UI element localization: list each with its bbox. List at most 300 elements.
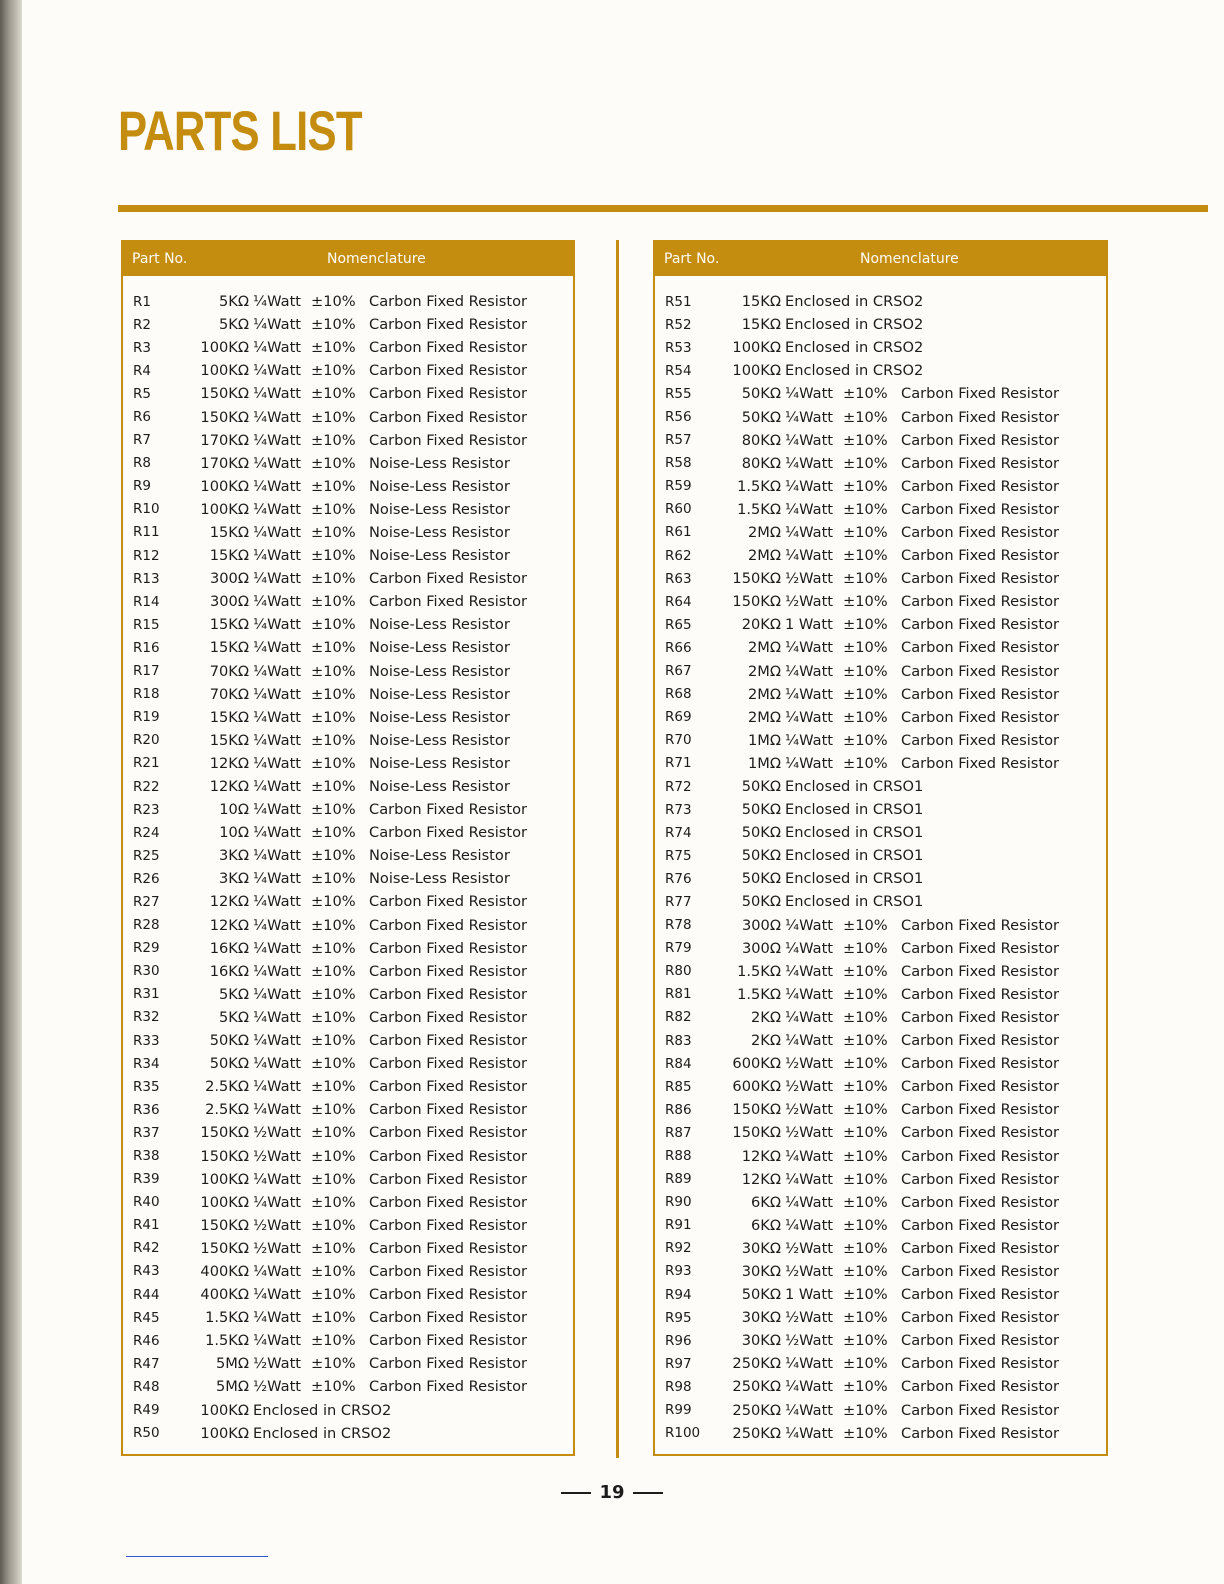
wattage: ¼Watt bbox=[253, 847, 302, 865]
wattage: ¼Watt bbox=[253, 985, 302, 1003]
wattage: ½Watt bbox=[785, 1124, 834, 1142]
part-number: R58 bbox=[665, 455, 692, 472]
description: Carbon Fixed Resistor bbox=[901, 454, 1060, 472]
tolerance: ±10% bbox=[311, 1032, 356, 1050]
resistance-value: 6KΩ bbox=[750, 1193, 781, 1211]
tolerance: ±10% bbox=[843, 1193, 888, 1211]
resistance-value: 100KΩ bbox=[200, 1170, 249, 1188]
part-number: R76 bbox=[665, 870, 692, 887]
part-number: R18 bbox=[133, 686, 160, 703]
resistance-value: 70KΩ bbox=[209, 662, 249, 680]
wattage: ½Watt bbox=[253, 1124, 302, 1142]
tolerance: ±10% bbox=[311, 570, 356, 588]
table-row bbox=[123, 683, 573, 706]
wattage: ½Watt bbox=[785, 1101, 834, 1119]
description: Carbon Fixed Resistor bbox=[901, 616, 1060, 634]
resistance-value: 12KΩ bbox=[209, 916, 249, 934]
table-row bbox=[655, 613, 1106, 636]
resistance-value: 6KΩ bbox=[750, 1216, 781, 1234]
part-number: R68 bbox=[665, 686, 692, 703]
tolerance: ±10% bbox=[843, 616, 888, 634]
table-row bbox=[123, 1352, 573, 1375]
tolerance: ±10% bbox=[843, 1355, 888, 1373]
resistance-value: 5MΩ bbox=[215, 1378, 249, 1396]
resistance-value: 250KΩ bbox=[732, 1378, 781, 1396]
description: Carbon Fixed Resistor bbox=[901, 547, 1060, 565]
table-row bbox=[123, 1237, 573, 1260]
part-number: R84 bbox=[665, 1055, 692, 1072]
wattage: ½Watt bbox=[785, 1078, 834, 1096]
part-number: R47 bbox=[133, 1355, 160, 1372]
part-number: R38 bbox=[133, 1148, 160, 1165]
table-row bbox=[655, 475, 1106, 498]
resistance-value: 50KΩ bbox=[741, 870, 781, 888]
tolerance: ±10% bbox=[311, 1124, 356, 1142]
part-number: R50 bbox=[133, 1425, 160, 1442]
part-number: R43 bbox=[133, 1263, 160, 1280]
resistance-value: 12KΩ bbox=[209, 778, 249, 796]
table-row bbox=[655, 359, 1106, 382]
resistance-value: 50KΩ bbox=[209, 1032, 249, 1050]
description: Carbon Fixed Resistor bbox=[901, 385, 1060, 403]
resistance-value: 2.5KΩ bbox=[205, 1078, 249, 1096]
description: Carbon Fixed Resistor bbox=[901, 500, 1060, 518]
resistance-value: 150KΩ bbox=[200, 408, 249, 426]
description: Carbon Fixed Resistor bbox=[369, 1124, 528, 1142]
part-number: R88 bbox=[665, 1148, 692, 1165]
table-row bbox=[123, 336, 573, 359]
tolerance: ±10% bbox=[843, 962, 888, 980]
part-number: R28 bbox=[133, 917, 160, 934]
table-row bbox=[655, 567, 1106, 590]
resistance-value: 150KΩ bbox=[200, 385, 249, 403]
description: Noise-Less Resistor bbox=[369, 454, 510, 472]
resistance-value: 50KΩ bbox=[741, 408, 781, 426]
tolerance: ±10% bbox=[311, 1147, 356, 1165]
tolerance: ±10% bbox=[311, 477, 356, 495]
description: Carbon Fixed Resistor bbox=[901, 431, 1060, 449]
table-row bbox=[123, 1329, 573, 1352]
tolerance: ±10% bbox=[311, 962, 356, 980]
tolerance: ±10% bbox=[311, 316, 356, 334]
wattage: ¼Watt bbox=[785, 639, 834, 657]
table-row bbox=[655, 1098, 1106, 1121]
description: Carbon Fixed Resistor bbox=[901, 731, 1060, 749]
wattage: ¼Watt bbox=[253, 870, 302, 888]
tolerance: ±10% bbox=[843, 754, 888, 772]
table-row bbox=[123, 636, 573, 659]
part-number: R25 bbox=[133, 847, 160, 864]
part-number: R6 bbox=[133, 409, 151, 426]
resistance-value: 1.5KΩ bbox=[205, 1309, 249, 1327]
description: Carbon Fixed Resistor bbox=[901, 1355, 1060, 1373]
part-number: R1 bbox=[133, 293, 151, 310]
description: Noise-Less Resistor bbox=[369, 847, 510, 865]
table-row bbox=[655, 821, 1106, 844]
tolerance: ±10% bbox=[311, 339, 356, 357]
table-row bbox=[123, 798, 573, 821]
part-number: R90 bbox=[665, 1194, 692, 1211]
wattage: ½Watt bbox=[253, 1239, 302, 1257]
part-number: R33 bbox=[133, 1032, 160, 1049]
resistance-value: 15KΩ bbox=[209, 708, 249, 726]
description: Carbon Fixed Resistor bbox=[901, 408, 1060, 426]
resistance-value: 12KΩ bbox=[209, 754, 249, 772]
wattage: ¼Watt bbox=[253, 1008, 302, 1026]
table-row bbox=[123, 359, 573, 382]
resistance-value: 5KΩ bbox=[218, 316, 249, 334]
wattage: ½Watt bbox=[785, 1332, 834, 1350]
table-row bbox=[655, 960, 1106, 983]
wattage: ¼Watt bbox=[785, 1193, 834, 1211]
resistance-value: 2KΩ bbox=[750, 1008, 781, 1026]
tolerance: ±10% bbox=[843, 1101, 888, 1119]
wattage: Enclosed in CRSO1 bbox=[785, 870, 924, 888]
resistance-value: 250KΩ bbox=[732, 1401, 781, 1419]
tolerance: ±10% bbox=[843, 477, 888, 495]
table-row bbox=[123, 613, 573, 636]
part-number: R21 bbox=[133, 755, 160, 772]
table-row bbox=[655, 914, 1106, 937]
resistance-value: 2MΩ bbox=[747, 662, 781, 680]
table-row bbox=[123, 382, 573, 405]
table-row bbox=[123, 821, 573, 844]
tolerance: ±10% bbox=[843, 1147, 888, 1165]
wattage: ¼Watt bbox=[253, 778, 302, 796]
wattage: ¼Watt bbox=[253, 1055, 302, 1073]
part-number: R94 bbox=[665, 1286, 692, 1303]
wattage: ½Watt bbox=[785, 1055, 834, 1073]
part-number: R7 bbox=[133, 432, 151, 449]
description: Noise-Less Resistor bbox=[369, 685, 510, 703]
dash-right bbox=[633, 1492, 663, 1494]
table-row bbox=[123, 1214, 573, 1237]
wattage: ¼Watt bbox=[253, 1332, 302, 1350]
wattage: ¼Watt bbox=[785, 708, 834, 726]
table-row bbox=[655, 636, 1106, 659]
description: Carbon Fixed Resistor bbox=[901, 1239, 1060, 1257]
table-row bbox=[123, 1283, 573, 1306]
table-row bbox=[123, 937, 573, 960]
description: Carbon Fixed Resistor bbox=[369, 1378, 528, 1396]
resistance-value: 150KΩ bbox=[732, 1124, 781, 1142]
part-number: R97 bbox=[665, 1355, 692, 1372]
description: Carbon Fixed Resistor bbox=[369, 1286, 528, 1304]
resistance-value: 1.5KΩ bbox=[737, 985, 781, 1003]
description: Carbon Fixed Resistor bbox=[901, 1008, 1060, 1026]
wattage: ½Watt bbox=[253, 1355, 302, 1373]
wattage: ¼Watt bbox=[253, 362, 302, 380]
description: Carbon Fixed Resistor bbox=[369, 408, 528, 426]
description: Noise-Less Resistor bbox=[369, 731, 510, 749]
tolerance: ±10% bbox=[311, 385, 356, 403]
description: Carbon Fixed Resistor bbox=[901, 1055, 1060, 1073]
wattage: ¼Watt bbox=[253, 754, 302, 772]
resistance-value: 50KΩ bbox=[741, 1286, 781, 1304]
part-number: R53 bbox=[665, 339, 692, 356]
wattage: ½Watt bbox=[253, 1147, 302, 1165]
resistance-value: 250KΩ bbox=[732, 1424, 781, 1442]
resistance-value: 100KΩ bbox=[732, 339, 781, 357]
wattage: ¼Watt bbox=[253, 939, 302, 957]
resistance-value: 300Ω bbox=[741, 939, 781, 957]
table-row bbox=[655, 498, 1106, 521]
part-number: R60 bbox=[665, 501, 692, 518]
part-number: R14 bbox=[133, 593, 160, 610]
part-number: R77 bbox=[665, 893, 692, 910]
part-number: R30 bbox=[133, 963, 160, 980]
description: Noise-Less Resistor bbox=[369, 616, 510, 634]
wattage: ¼Watt bbox=[785, 916, 834, 934]
wattage: ¼Watt bbox=[253, 454, 302, 472]
table-row bbox=[655, 706, 1106, 729]
description: Carbon Fixed Resistor bbox=[369, 1055, 528, 1073]
parts-list-right bbox=[655, 276, 1106, 1445]
part-number: R80 bbox=[665, 963, 692, 980]
wattage: ½Watt bbox=[785, 1262, 834, 1280]
table-row bbox=[123, 1260, 573, 1283]
part-number: R56 bbox=[665, 409, 692, 426]
table-row bbox=[655, 1029, 1106, 1052]
wattage: ¼Watt bbox=[785, 454, 834, 472]
part-number: R45 bbox=[133, 1309, 160, 1326]
table-row bbox=[655, 1121, 1106, 1144]
wattage: ¼Watt bbox=[253, 731, 302, 749]
table-row bbox=[655, 752, 1106, 775]
table-row bbox=[123, 1121, 573, 1144]
wattage: ¼Watt bbox=[785, 1147, 834, 1165]
description: Carbon Fixed Resistor bbox=[369, 570, 528, 588]
wattage: ¼Watt bbox=[785, 731, 834, 749]
description: Carbon Fixed Resistor bbox=[901, 1262, 1060, 1280]
table-row bbox=[655, 1375, 1106, 1398]
part-number: R63 bbox=[665, 570, 692, 587]
tolerance: ±10% bbox=[311, 454, 356, 472]
table-row bbox=[655, 290, 1106, 313]
tolerance: ±10% bbox=[311, 731, 356, 749]
description: Noise-Less Resistor bbox=[369, 662, 510, 680]
wattage: Enclosed in CRSO2 bbox=[253, 1424, 392, 1442]
resistance-value: 100KΩ bbox=[200, 362, 249, 380]
tolerance: ±10% bbox=[311, 916, 356, 934]
part-number: R87 bbox=[665, 1124, 692, 1141]
tolerance: ±10% bbox=[843, 1124, 888, 1142]
wattage: Enclosed in CRSO1 bbox=[785, 847, 924, 865]
resistance-value: 5KΩ bbox=[218, 1008, 249, 1026]
part-number: R27 bbox=[133, 893, 160, 910]
tolerance: ±10% bbox=[843, 1378, 888, 1396]
tolerance: ±10% bbox=[311, 708, 356, 726]
description: Carbon Fixed Resistor bbox=[369, 1147, 528, 1165]
tolerance: ±10% bbox=[843, 1332, 888, 1350]
part-number: R98 bbox=[665, 1378, 692, 1395]
table-row bbox=[655, 1168, 1106, 1191]
part-no-header: Part No. bbox=[132, 251, 188, 267]
wattage: ¼Watt bbox=[785, 985, 834, 1003]
description: Carbon Fixed Resistor bbox=[901, 593, 1060, 611]
wattage: 1 Watt bbox=[785, 1286, 833, 1304]
description: Carbon Fixed Resistor bbox=[369, 1262, 528, 1280]
wattage: ¼Watt bbox=[253, 893, 302, 911]
table-row bbox=[123, 521, 573, 544]
resistance-value: 150KΩ bbox=[732, 1101, 781, 1119]
table-row bbox=[655, 937, 1106, 960]
wattage: ½Watt bbox=[253, 1216, 302, 1234]
tolerance: ±10% bbox=[843, 385, 888, 403]
tolerance: ±10% bbox=[311, 408, 356, 426]
part-number: R67 bbox=[665, 663, 692, 680]
table-row bbox=[123, 867, 573, 890]
resistance-value: 100KΩ bbox=[732, 362, 781, 380]
resistance-value: 300Ω bbox=[741, 916, 781, 934]
tolerance: ±10% bbox=[311, 1309, 356, 1327]
wattage: ¼Watt bbox=[785, 1401, 834, 1419]
resistance-value: 15KΩ bbox=[209, 639, 249, 657]
part-number: R29 bbox=[133, 940, 160, 957]
table-row bbox=[123, 429, 573, 452]
tolerance: ±10% bbox=[843, 708, 888, 726]
part-number: R40 bbox=[133, 1194, 160, 1211]
wattage: Enclosed in CRSO2 bbox=[785, 339, 924, 357]
table-row bbox=[123, 475, 573, 498]
description: Carbon Fixed Resistor bbox=[901, 1378, 1060, 1396]
description: Carbon Fixed Resistor bbox=[369, 1309, 528, 1327]
part-number: R20 bbox=[133, 732, 160, 749]
table-row bbox=[123, 1306, 573, 1329]
tolerance: ±10% bbox=[843, 547, 888, 565]
tolerance: ±10% bbox=[311, 1355, 356, 1373]
tolerance: ±10% bbox=[311, 1008, 356, 1026]
wattage: ¼Watt bbox=[253, 316, 302, 334]
resistance-value: 300Ω bbox=[209, 570, 249, 588]
part-number: R82 bbox=[665, 1009, 692, 1026]
tolerance: ±10% bbox=[311, 1101, 356, 1119]
table-row bbox=[655, 1144, 1106, 1167]
tolerance: ±10% bbox=[843, 570, 888, 588]
table-row bbox=[123, 290, 573, 313]
resistance-value: 1MΩ bbox=[747, 754, 781, 772]
part-number: R59 bbox=[665, 478, 692, 495]
resistance-value: 12KΩ bbox=[741, 1170, 781, 1188]
wattage: ¼Watt bbox=[253, 962, 302, 980]
panel-header-right bbox=[655, 242, 1106, 276]
tolerance: ±10% bbox=[311, 431, 356, 449]
table-row bbox=[655, 1191, 1106, 1214]
table-row bbox=[123, 1422, 573, 1445]
wattage: ¼Watt bbox=[253, 477, 302, 495]
part-number: R62 bbox=[665, 547, 692, 564]
resistance-value: 15KΩ bbox=[741, 293, 781, 311]
resistance-value: 15KΩ bbox=[741, 316, 781, 334]
resistance-value: 5KΩ bbox=[218, 985, 249, 1003]
table-row bbox=[123, 775, 573, 798]
part-number: R72 bbox=[665, 778, 692, 795]
wattage: ¼Watt bbox=[253, 339, 302, 357]
tolerance: ±10% bbox=[843, 985, 888, 1003]
tolerance: ±10% bbox=[311, 1055, 356, 1073]
part-number: R69 bbox=[665, 709, 692, 726]
part-number: R36 bbox=[133, 1101, 160, 1118]
wattage: ¼Watt bbox=[253, 1286, 302, 1304]
table-row bbox=[655, 429, 1106, 452]
wattage: ½Watt bbox=[785, 570, 834, 588]
part-number: R74 bbox=[665, 824, 692, 841]
table-row bbox=[123, 405, 573, 428]
resistance-value: 50KΩ bbox=[741, 778, 781, 796]
part-number: R49 bbox=[133, 1402, 160, 1419]
description: Carbon Fixed Resistor bbox=[369, 316, 528, 334]
tolerance: ±10% bbox=[311, 523, 356, 541]
tolerance: ±10% bbox=[311, 500, 356, 518]
tolerance: ±10% bbox=[311, 754, 356, 772]
description: Noise-Less Resistor bbox=[369, 754, 510, 772]
description: Carbon Fixed Resistor bbox=[901, 1424, 1060, 1442]
wattage: ¼Watt bbox=[253, 708, 302, 726]
part-number: R41 bbox=[133, 1217, 160, 1234]
part-number: R66 bbox=[665, 639, 692, 656]
tolerance: ±10% bbox=[311, 685, 356, 703]
tolerance: ±10% bbox=[843, 685, 888, 703]
resistance-value: 15KΩ bbox=[209, 616, 249, 634]
description: Noise-Less Resistor bbox=[369, 708, 510, 726]
footer-underline bbox=[126, 1556, 268, 1557]
part-number: R26 bbox=[133, 870, 160, 887]
parts-panel-left bbox=[121, 240, 575, 1456]
wattage: Enclosed in CRSO1 bbox=[785, 778, 924, 796]
resistance-value: 250KΩ bbox=[732, 1355, 781, 1373]
description: Carbon Fixed Resistor bbox=[901, 1032, 1060, 1050]
description: Carbon Fixed Resistor bbox=[901, 962, 1060, 980]
description: Noise-Less Resistor bbox=[369, 778, 510, 796]
resistance-value: 12KΩ bbox=[741, 1147, 781, 1165]
part-number: R17 bbox=[133, 663, 160, 680]
page-number bbox=[0, 1482, 1224, 1503]
wattage: 1 Watt bbox=[785, 616, 833, 634]
wattage: Enclosed in CRSO1 bbox=[785, 801, 924, 819]
part-number: R44 bbox=[133, 1286, 160, 1303]
resistance-value: 2MΩ bbox=[747, 523, 781, 541]
description: Carbon Fixed Resistor bbox=[901, 1286, 1060, 1304]
wattage: ¼Watt bbox=[253, 639, 302, 657]
resistance-value: 50KΩ bbox=[741, 824, 781, 842]
tolerance: ±10% bbox=[311, 801, 356, 819]
wattage: Enclosed in CRSO2 bbox=[253, 1401, 392, 1419]
table-row bbox=[123, 1191, 573, 1214]
description: Carbon Fixed Resistor bbox=[369, 1008, 528, 1026]
wattage: ¼Watt bbox=[785, 1170, 834, 1188]
table-row bbox=[655, 683, 1106, 706]
description: Carbon Fixed Resistor bbox=[369, 824, 528, 842]
description: Carbon Fixed Resistor bbox=[901, 477, 1060, 495]
table-row bbox=[655, 983, 1106, 1006]
part-number: R12 bbox=[133, 547, 160, 564]
part-number: R78 bbox=[665, 917, 692, 934]
resistance-value: 10Ω bbox=[219, 801, 249, 819]
tolerance: ±10% bbox=[311, 362, 356, 380]
resistance-value: 80KΩ bbox=[741, 431, 781, 449]
table-row bbox=[655, 660, 1106, 683]
table-row bbox=[655, 452, 1106, 475]
part-number: R15 bbox=[133, 616, 160, 633]
table-row bbox=[123, 1075, 573, 1098]
resistance-value: 400KΩ bbox=[200, 1262, 249, 1280]
wattage: ¼Watt bbox=[785, 1032, 834, 1050]
tolerance: ±10% bbox=[311, 1239, 356, 1257]
resistance-value: 2MΩ bbox=[747, 547, 781, 565]
wattage: Enclosed in CRSO1 bbox=[785, 824, 924, 842]
tolerance: ±10% bbox=[843, 408, 888, 426]
resistance-value: 150KΩ bbox=[200, 1124, 249, 1142]
